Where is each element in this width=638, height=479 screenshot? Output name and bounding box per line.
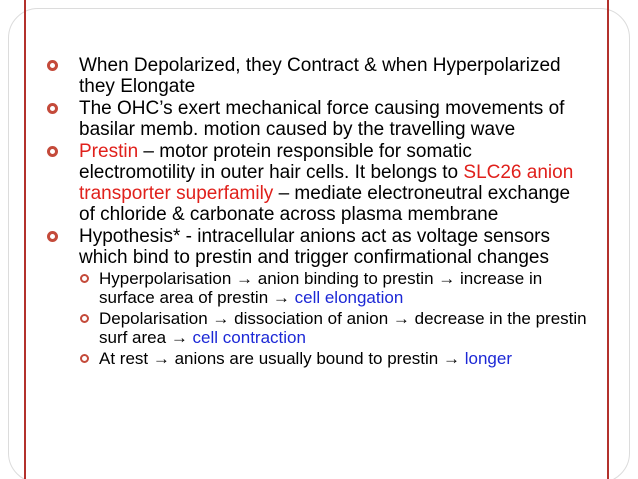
bullet-text: When Depolarized, they Contract & when Hyperpolarized they Elongate: [79, 55, 561, 97]
arrow-icon: →: [170, 328, 188, 347]
bullet-ring-icon: [47, 60, 58, 71]
sub-bullet-text: increase in surface area of prestin: [99, 269, 543, 307]
arrow-icon: →: [442, 349, 460, 368]
sub-bullet-item: [79, 349, 587, 368]
sub-bullet-text: dissociation of anion: [229, 309, 393, 328]
highlight-result: cell contraction: [192, 328, 306, 347]
arrow-icon: →: [236, 269, 254, 288]
arrow-icon: →: [392, 309, 410, 328]
bullet-ring-icon: [80, 354, 89, 363]
highlight-term: SLC26 anion transporter superfamily: [79, 162, 574, 204]
bullet-item: [47, 226, 587, 268]
sub-bullet-text: Hyperpolarisation: [99, 269, 237, 288]
bullet-text: The OHC’s exert mechanical force causing movements of basilar memb. motion caused by the travelling wave: [79, 98, 565, 140]
bullet-ring-icon: [80, 314, 89, 323]
bullet-item: [47, 55, 587, 97]
sub-bullet-text: anions are usually bound to prestin: [169, 349, 443, 368]
bullet-item: [47, 98, 587, 140]
arrow-icon: →: [212, 309, 230, 328]
bullet-ring-icon: [47, 146, 58, 157]
highlight-term: Prestin: [79, 141, 139, 162]
arrow-icon: →: [438, 269, 456, 288]
sub-bullet-text: At rest: [99, 349, 153, 368]
bullet-text: – mediate electroneutral exchange of chloride & carbonate across plasma membrane: [79, 183, 571, 225]
arrow-icon: →: [272, 288, 290, 307]
bullet-ring-icon: [47, 103, 58, 114]
sub-bullet-text: decrease in the prestin surf area: [99, 309, 587, 347]
bullet-text: – motor protein responsible for somatic electromotility in outer hair cells. It belongs to: [79, 141, 472, 183]
bullet-text: Hypothesis* - intracellular anions act as voltage sensors which bind to prestin and trigger confirmational changes: [79, 226, 551, 268]
bullet-ring-icon: [80, 274, 89, 283]
arrow-icon: →: [152, 349, 170, 368]
highlight-result: longer: [464, 349, 512, 368]
slide-body: [47, 55, 587, 370]
highlight-result: cell elongation: [294, 288, 404, 307]
sub-bullet-item: [79, 309, 587, 347]
sub-bullet-item: [79, 269, 587, 307]
bullet-ring-icon: [47, 231, 58, 242]
sub-bullet-text: Depolarisation: [99, 309, 213, 328]
left-accent-line: [24, 0, 26, 479]
sub-bullet-text: anion binding to prestin: [253, 269, 439, 288]
right-accent-line: [607, 0, 609, 479]
bullet-item: [47, 141, 587, 225]
